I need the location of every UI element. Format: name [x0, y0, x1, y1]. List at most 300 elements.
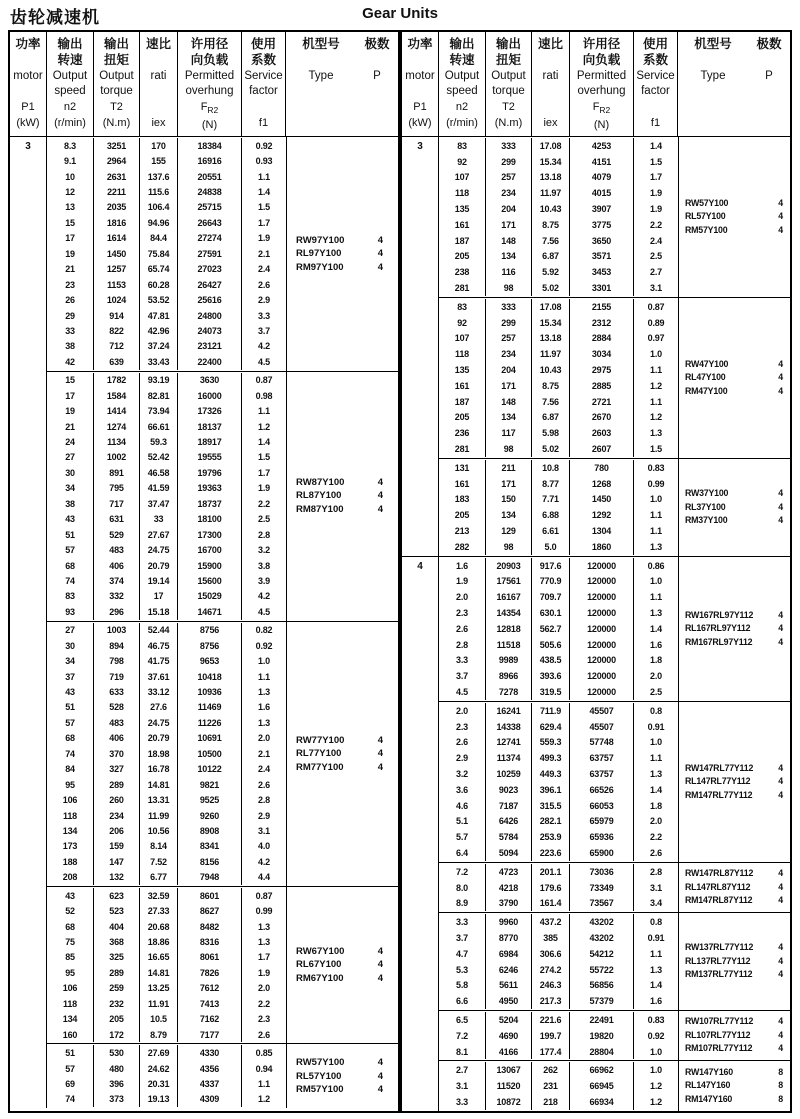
iex-value: 199.7	[532, 1028, 570, 1044]
n2-value: 183	[439, 492, 486, 508]
ratio-header-cn: 速比	[537, 37, 563, 51]
t2-value: 171	[486, 378, 532, 394]
t2-value: 232	[94, 996, 140, 1011]
iex-value: 27.6	[140, 700, 178, 715]
poles-value: 4	[778, 358, 783, 369]
table-section	[47, 886, 398, 1043]
table-row	[439, 668, 678, 684]
poles-value: 4	[377, 734, 383, 746]
table-row	[47, 669, 286, 684]
f1-value: 0.8	[650, 917, 662, 928]
table-row	[439, 766, 678, 782]
power-column-header	[402, 32, 439, 136]
fr2-value: 120000	[570, 589, 634, 605]
t2-value: 4723	[486, 864, 532, 880]
speed-header-cn: 输出转速	[57, 37, 83, 67]
n2-value: 26	[47, 292, 94, 307]
speed-column-header	[47, 32, 94, 136]
power-header-unit: (kW)	[408, 117, 432, 129]
n2-value: 2.6	[439, 621, 486, 637]
t2-value: 17561	[486, 574, 532, 590]
f1-value: 2.8	[650, 866, 662, 877]
table-row	[439, 798, 678, 814]
n2-value: 30	[47, 465, 94, 480]
type-cell	[286, 887, 398, 1043]
n2-value: 93	[47, 604, 94, 619]
iex-value: 19.14	[140, 573, 178, 588]
n2-value: 51	[47, 700, 94, 715]
type-model: RL107RL77Y112	[685, 1029, 751, 1040]
t2-value: 257	[486, 170, 532, 186]
table-section	[439, 912, 790, 1010]
n2-value: 281	[439, 441, 486, 457]
section-rows	[439, 1061, 678, 1110]
n2-value: 2.8	[439, 637, 486, 653]
type-model: RM137RL77Y112	[685, 969, 753, 980]
t2-value: 257	[486, 331, 532, 347]
iex-value: 8.77	[532, 476, 570, 492]
fr2-value: 120000	[570, 605, 634, 621]
table-row	[47, 262, 286, 277]
iex-value: 17	[140, 589, 178, 604]
f1-value: 1.4	[650, 140, 662, 151]
section-rows	[439, 557, 678, 701]
t2-value: 894	[94, 638, 140, 653]
fr2-value: 65979	[570, 813, 634, 829]
n2-value: 187	[439, 233, 486, 249]
f1-value: 0.85	[255, 1048, 273, 1059]
iex-value: 711.9	[532, 703, 570, 719]
fr2-value: 4253	[570, 138, 634, 154]
iex-value: 20.79	[140, 558, 178, 573]
fr2-value: 9525	[178, 792, 242, 807]
n2-value: 38	[47, 339, 94, 354]
t2-value: 10872	[486, 1094, 532, 1110]
table-row	[439, 977, 678, 993]
type-line	[679, 968, 790, 982]
iex-value: 52.44	[140, 623, 178, 638]
fr2-value: 8908	[178, 823, 242, 838]
iex-value: 46.58	[140, 465, 178, 480]
iex-value: 177.4	[532, 1044, 570, 1060]
t2-value: 206	[94, 823, 140, 838]
t2-value: 299	[486, 315, 532, 331]
fr2-value: 56856	[570, 977, 634, 993]
fr2-value: 7948	[178, 870, 242, 885]
iex-value: 47.81	[140, 308, 178, 323]
n2-value: 43	[47, 888, 94, 903]
f1-value: 2.0	[650, 671, 662, 682]
poles-value: 4	[778, 211, 783, 222]
table-row	[439, 233, 678, 249]
fr2-value: 2975	[570, 362, 634, 378]
section-rows	[47, 1044, 286, 1108]
n2-value: 83	[47, 589, 94, 604]
fr2-value: 10936	[178, 684, 242, 699]
power-header-cn: 功率	[407, 37, 433, 51]
type-model: RL137RL77Y112	[685, 955, 751, 966]
t2-value: 530	[94, 1045, 140, 1060]
poles-column-header	[356, 36, 398, 136]
t2-value: 1274	[94, 419, 140, 434]
fr2-value: 25715	[178, 200, 242, 215]
t2-value: 795	[94, 481, 140, 496]
poles-value: 4	[778, 501, 783, 512]
n2-value: 281	[439, 280, 486, 296]
fr2-value: 15600	[178, 573, 242, 588]
speed-header-symbol: n2	[455, 101, 469, 113]
t2-value: 717	[94, 496, 140, 511]
f1-value: 4.5	[258, 356, 270, 367]
iex-value: 33.12	[140, 684, 178, 699]
table-row	[439, 476, 678, 492]
n2-value: 282	[439, 539, 486, 555]
power-header-cn: 功率	[15, 37, 41, 51]
type-model: RW57Y100	[685, 197, 729, 208]
t2-value: 12741	[486, 734, 532, 750]
t2-value: 11374	[486, 750, 532, 766]
table-row	[439, 154, 678, 170]
type-model: RL97Y100	[296, 248, 342, 260]
type-line	[679, 789, 790, 803]
iex-value: 253.9	[532, 829, 570, 845]
f1-value: 4.0	[258, 841, 270, 852]
n2-value: 131	[439, 460, 486, 476]
fr2-value: 15029	[178, 589, 242, 604]
t2-value: 3251	[94, 138, 140, 153]
f1-value: 2.8	[258, 795, 270, 806]
iex-value: 24.62	[140, 1061, 178, 1076]
iex-value: 20.31	[140, 1076, 178, 1091]
f1-value: 0.98	[255, 390, 273, 401]
group-sections	[439, 137, 790, 556]
type-line	[287, 972, 398, 986]
fr2-value: 22400	[178, 354, 242, 369]
n2-value: 2.3	[439, 605, 486, 621]
f1-value: 0.97	[647, 333, 665, 344]
fr2-value: 120000	[570, 637, 634, 653]
t2-value: 1134	[94, 434, 140, 449]
t2-value: 1002	[94, 450, 140, 465]
fr2-value: 16700	[178, 542, 242, 557]
poles-value: 4	[377, 945, 383, 957]
poles-value: 4	[778, 609, 783, 620]
fr2-value: 18100	[178, 512, 242, 527]
f1-value: 2.9	[258, 295, 270, 306]
table-row	[47, 777, 286, 792]
type-model: RM67Y100	[296, 972, 344, 984]
fr2-value: 1268	[570, 476, 634, 492]
table-row	[47, 919, 286, 934]
iex-value: 11.91	[140, 996, 178, 1011]
iex-value: 24.75	[140, 715, 178, 730]
poles-header-en: P	[765, 70, 773, 82]
poles-value: 4	[778, 955, 783, 966]
t2-value: 5094	[486, 845, 532, 861]
fr2-value: 24838	[178, 184, 242, 199]
table-row	[47, 558, 286, 573]
f1-value: 2.6	[258, 279, 270, 290]
iex-value: 65.74	[140, 262, 178, 277]
n2-value: 74	[47, 573, 94, 588]
speed-header-en: Output speed	[444, 70, 480, 97]
f1-value: 0.8	[650, 705, 662, 716]
f1-value: 2.6	[258, 779, 270, 790]
n2-value: 4.7	[439, 946, 486, 962]
iex-value: 629.4	[532, 719, 570, 735]
t2-value: 211	[486, 460, 532, 476]
f1-value: 0.99	[255, 906, 273, 917]
iex-value: 217.3	[532, 993, 570, 1009]
type-line	[287, 247, 398, 261]
iex-value: 14.81	[140, 965, 178, 980]
t2-value: 483	[94, 542, 140, 557]
page-title-english: Gear Units	[362, 5, 438, 22]
iex-value: 7.71	[532, 492, 570, 508]
table-row	[439, 507, 678, 523]
power-value: 4	[417, 560, 423, 572]
f1-value: 1.0	[650, 737, 662, 748]
iex-value: 20.79	[140, 731, 178, 746]
type-model: RW47Y100	[685, 358, 729, 369]
n2-value: 95	[47, 965, 94, 980]
f1-value: 1.3	[258, 937, 270, 948]
n2-value: 5.1	[439, 813, 486, 829]
table-row	[439, 492, 678, 508]
t2-value: 171	[486, 476, 532, 492]
fr2-value: 7413	[178, 996, 242, 1011]
n2-value: 4.6	[439, 798, 486, 814]
n2-value: 83	[439, 138, 486, 154]
t2-value: 333	[486, 299, 532, 315]
n2-value: 21	[47, 419, 94, 434]
n2-value: 1.6	[439, 558, 486, 574]
f1-value: 1.3	[650, 428, 662, 439]
f1-value: 3.7	[258, 325, 270, 336]
t2-value: 1782	[94, 373, 140, 388]
t2-value: 132	[94, 870, 140, 885]
t2-value: 234	[94, 808, 140, 823]
fr2-value: 9821	[178, 777, 242, 792]
fr2-value: 7612	[178, 981, 242, 996]
table-row	[439, 362, 678, 378]
type-model: RW147Y160	[685, 1066, 733, 1077]
n2-value: 135	[439, 362, 486, 378]
poles-value: 4	[778, 895, 783, 906]
motor-group	[10, 137, 398, 1108]
table-row	[439, 170, 678, 186]
table-row	[47, 762, 286, 777]
iex-value: 218	[532, 1094, 570, 1110]
fr2-value: 26643	[178, 215, 242, 230]
iex-value: 917.6	[532, 558, 570, 574]
table-row	[47, 231, 286, 246]
table-row	[47, 496, 286, 511]
f1-value: 1.3	[258, 687, 270, 698]
torque-header-cn: 输出扭矩	[103, 37, 129, 67]
iex-value: 14.81	[140, 777, 178, 792]
n2-value: 43	[47, 684, 94, 699]
table-row	[439, 653, 678, 669]
n2-value: 1.9	[439, 574, 486, 590]
fr2-value: 45507	[570, 703, 634, 719]
f1-value: 0.91	[647, 721, 665, 732]
n2-value: 3.7	[439, 668, 486, 684]
type-column-header	[286, 36, 356, 136]
type-model: RM147RL87Y112	[685, 895, 753, 906]
n2-value: 106	[47, 792, 94, 807]
iex-value: 10.43	[532, 362, 570, 378]
type-header-en: Type	[308, 70, 334, 82]
table-row	[47, 965, 286, 980]
iex-value: 18.98	[140, 746, 178, 761]
table-row	[47, 200, 286, 215]
fr2-value: 120000	[570, 668, 634, 684]
f1-value: 3.1	[258, 825, 270, 836]
iex-value: 319.5	[532, 684, 570, 700]
iex-value: 5.02	[532, 280, 570, 296]
t2-value: 147	[94, 854, 140, 869]
t2-value: 134	[486, 249, 532, 265]
type-lines	[679, 197, 790, 238]
f1-value: 1.3	[650, 541, 662, 552]
f1-value: 0.93	[255, 156, 273, 167]
type-line	[679, 881, 790, 895]
t2-value: 6426	[486, 813, 532, 829]
gear-table-right	[400, 30, 792, 1113]
f1-value: 1.5	[258, 202, 270, 213]
fr2-value: 8156	[178, 854, 242, 869]
t2-value: 523	[94, 903, 140, 918]
iex-value: 231	[532, 1078, 570, 1094]
iex-value: 499.3	[532, 750, 570, 766]
n2-value: 74	[47, 746, 94, 761]
type-poles-header	[286, 32, 398, 136]
table-row	[439, 138, 678, 154]
table-row	[439, 280, 678, 296]
table-row	[439, 441, 678, 457]
table-row	[439, 930, 678, 946]
section-rows	[439, 1011, 678, 1060]
power-header-unit: (kW)	[16, 117, 40, 129]
poles-value: 4	[778, 385, 783, 396]
table-section	[439, 1010, 790, 1060]
type-model: RL67Y100	[296, 959, 342, 971]
type-model: RM167RL97Y112	[685, 636, 753, 647]
n2-value: 24	[47, 434, 94, 449]
table-row	[47, 996, 286, 1011]
iex-value: 438.5	[532, 653, 570, 669]
f1-value: 1.1	[650, 948, 662, 959]
fr2-value: 10418	[178, 669, 242, 684]
n2-value: 3.3	[439, 653, 486, 669]
type-model: RW77Y100	[296, 734, 345, 746]
n2-value: 205	[439, 410, 486, 426]
ratio-header-en: rati	[542, 70, 559, 82]
f1-value: 1.4	[258, 437, 270, 448]
iex-value: 13.31	[140, 792, 178, 807]
power-column	[402, 137, 439, 556]
t2-value: 299	[486, 154, 532, 170]
iex-value: 6.77	[140, 870, 178, 885]
table-row	[439, 1028, 678, 1044]
iex-value: 170	[140, 138, 178, 153]
table-section	[439, 297, 790, 458]
n2-value: 106	[47, 981, 94, 996]
service-header-unit: f1	[258, 117, 269, 129]
f1-value: 1.0	[650, 1046, 662, 1057]
f1-value: 3.9	[258, 575, 270, 586]
iex-value: 562.7	[532, 621, 570, 637]
table-row	[47, 638, 286, 653]
fr2-value: 8601	[178, 888, 242, 903]
fr2-value: 2155	[570, 299, 634, 315]
t2-value: 373	[94, 1092, 140, 1107]
poles-value: 4	[778, 197, 783, 208]
f1-value: 1.0	[650, 494, 662, 505]
f1-value: 2.2	[650, 832, 662, 843]
overhung-header-symbol: $F_{R2}$	[592, 101, 611, 116]
iex-value: 7.56	[532, 233, 570, 249]
f1-value: 1.4	[650, 784, 662, 795]
t2-value: 1153	[94, 277, 140, 292]
ratio-header-unit: iex	[151, 117, 166, 129]
iex-value: 161.4	[532, 895, 570, 911]
t2-value: 528	[94, 700, 140, 715]
t2-value: 204	[486, 362, 532, 378]
table-section	[439, 1060, 790, 1110]
iex-value: 262	[532, 1062, 570, 1078]
torque-header-unit: (N.m)	[102, 117, 131, 129]
table-row	[47, 792, 286, 807]
type-line	[287, 476, 398, 490]
table-row	[47, 934, 286, 949]
fr2-value: 11469	[178, 700, 242, 715]
n2-value: 29	[47, 308, 94, 323]
type-line	[679, 385, 790, 399]
type-column-header	[678, 36, 748, 136]
iex-value: 274.2	[532, 962, 570, 978]
poles-value: 4	[778, 762, 783, 773]
fr2-value: 8482	[178, 919, 242, 934]
service-header-en: Service factor	[636, 70, 675, 97]
fr2-value: 19363	[178, 481, 242, 496]
f1-value: 0.99	[647, 478, 665, 489]
t2-value: 623	[94, 888, 140, 903]
torque-header-unit: (N.m)	[494, 117, 523, 129]
table-row	[439, 394, 678, 410]
fr2-value: 54212	[570, 946, 634, 962]
table-row	[47, 700, 286, 715]
f1-value: 1.1	[258, 1078, 270, 1089]
table-row	[439, 1062, 678, 1078]
group-sections	[47, 137, 398, 1108]
fr2-value: 120000	[570, 558, 634, 574]
t2-value: 9023	[486, 782, 532, 798]
n2-value: 8.1	[439, 1044, 486, 1060]
table-section	[439, 137, 790, 297]
table-row	[439, 1044, 678, 1060]
f1-value: 0.89	[647, 317, 665, 328]
table-row	[439, 734, 678, 750]
iex-value: 82.81	[140, 388, 178, 403]
t2-value: 98	[486, 539, 532, 555]
table-row	[439, 378, 678, 394]
n2-value: 83	[439, 299, 486, 315]
iex-value: 15.18	[140, 604, 178, 619]
iex-value: 223.6	[532, 845, 570, 861]
power-header-symbol: P1	[21, 101, 35, 113]
